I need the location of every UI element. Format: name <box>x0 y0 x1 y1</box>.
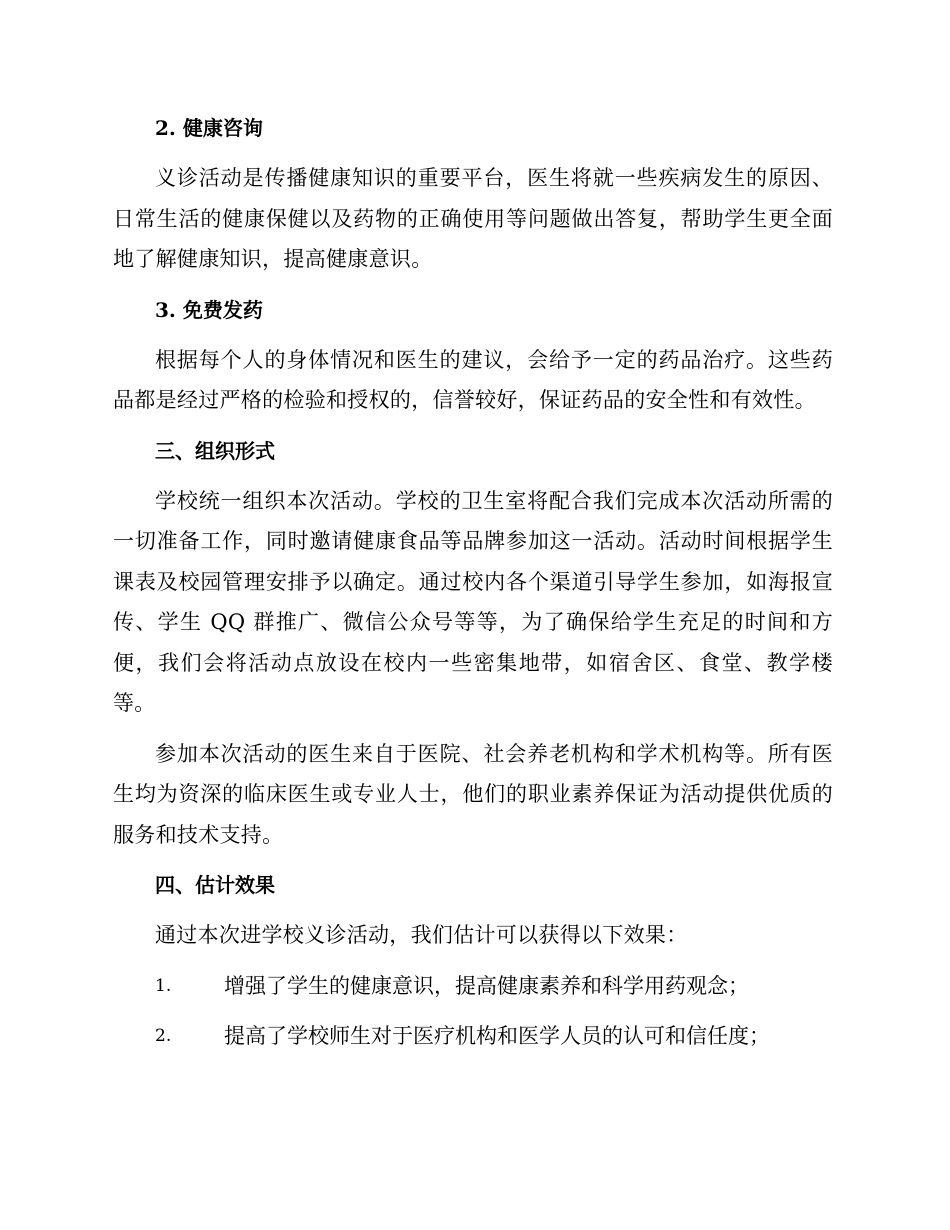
list-number: 2. <box>155 1025 172 1046</box>
list-item <box>113 1016 833 1056</box>
list-text: 增强了学生的健康意识，提高健康素养和科学用药观念； <box>224 973 749 998</box>
paragraph-health-consultation: 义诊活动是传播健康知识的重要平台，医生将就一些疾病发生的原因、日常生活的健康保健以及药物的正确使用等问题做出答复，帮助学生更全面地了解健康知识，提高健康意识。 <box>113 166 833 271</box>
paragraph-effects-intro: 通过本次进学校义诊活动，我们估计可以获得以下效果： <box>155 923 688 947</box>
paragraph-doctors: 参加本次活动的医生来自于医院、社会养老机构和学术机构等。所有医生均为资深的临床医生或专业人士，他们的职业素养保证为活动提供优质的服务和技术支持。 <box>113 741 833 847</box>
paragraph-free-medicine: 根据每个人的身体情况和医生的建议，会给予一定的药品治疗。这些药品都是经过严格的检验和授权的，信誉较好，保证药品的安全性和有效性。 <box>113 347 833 412</box>
section-heading-health-consultation: 2. 健康咨询 <box>155 116 263 140</box>
section-heading-organization: 三、组织形式 <box>155 438 275 463</box>
list-text: 提高了学校师生对于医疗机构和医学人员的认可和信任度； <box>224 1023 770 1048</box>
list-item <box>113 966 833 1006</box>
document-page <box>113 108 833 1066</box>
section-heading-expected-effects: 四、估计效果 <box>155 873 275 897</box>
section-heading-free-medicine: 3. 免费发药 <box>155 297 263 322</box>
paragraph-organization: 学校统一组织本次活动。学校的卫生室将配合我们完成本次活动所需的一切准备工作，同时邀请健康食品等品牌参加这一活动。活动时间根据学生课表及校园管理安排予以确定。通过校内各个渠道引导学生参加，如海报宣传、学生 QQ 群推广、微信公众号等等，为了确保给学生充足的时间和方便，我们会将活动点放设在校内一些密集地带，如宿舍区、食堂、教学楼等。 <box>113 488 833 715</box>
list-number: 1. <box>155 975 172 996</box>
